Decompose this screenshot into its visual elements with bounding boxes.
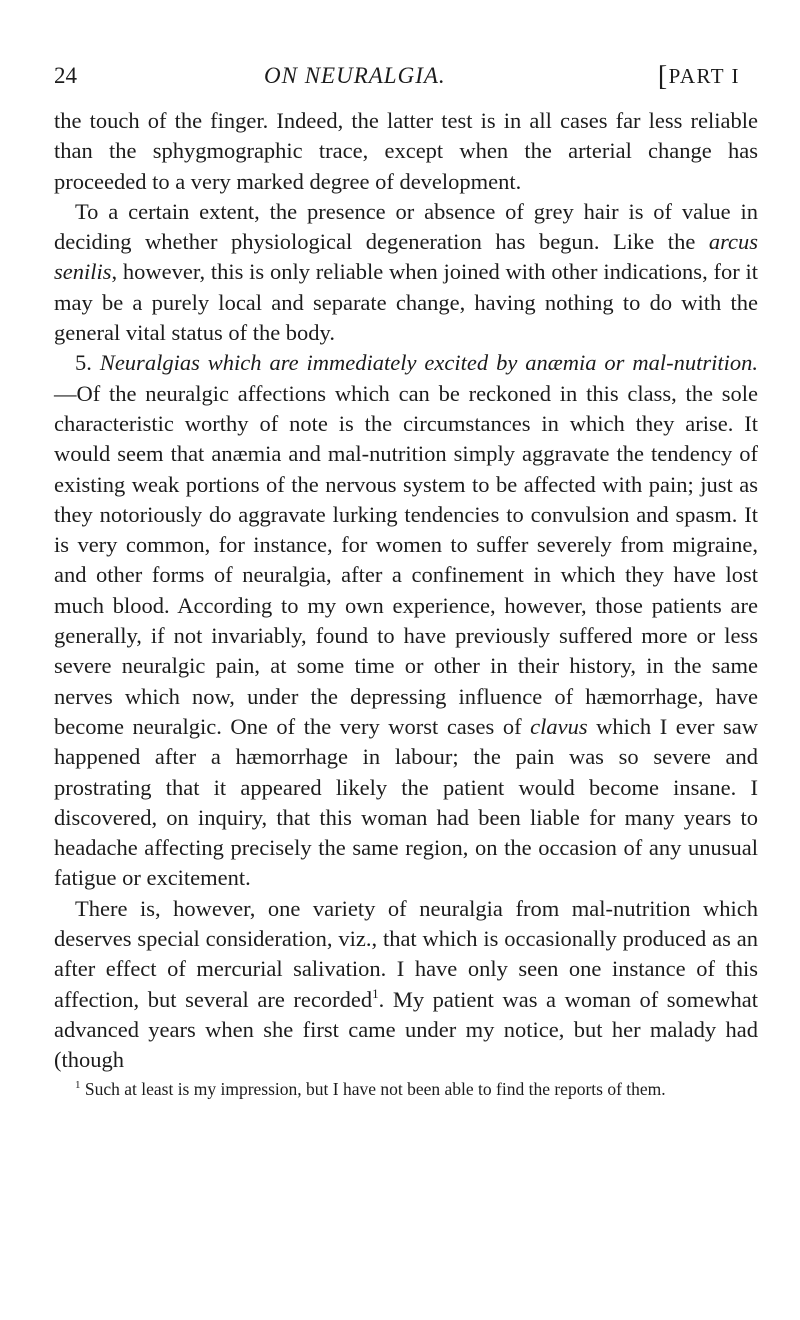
body-text [54, 106, 758, 1076]
section-number: 5. [75, 350, 100, 376]
part-text: PART I [668, 64, 740, 88]
footnote-reference: 1 [372, 985, 379, 1001]
italic-term: arcus senilis [54, 229, 758, 285]
section-5-paragraph: 5. Neuralgias which are immediately excited by anæmia or mal-nutrition.—Of the neuralgic affections which can be reckoned in this class, the sole characteristic worthy of note is the circumstances in which they arise. It would seem that anæmia and mal-nutrition simply aggravate the tendency of existing weak portions of the nervous system to be affected with pain; just as they notoriously do aggravate lurking tendencies to convulsion and spasm. It is very common, for instance, for women to suffer severely from migraine, and other forms of neuralgia, after a confinement in which they have lost much blood. According to my own experience, however, those patients are generally, if not invariably, found to have previously suffered more or less severe neuralgic pain, at some time or other in their history, in the same nerves which now, under the depressing influence of hæmorrhage, have become neuralgic. One of the very worst cases of clavus which I ever saw happened after a hæmorrhage in labour; the pain was so severe and prostrating that it appeared likely the patient would become insane. I discovered, on inquiry, that this woman had been liable for many years to headache affecting precisely the same region, on the occasion of any unusual fatigue or excitement. [54, 350, 759, 891]
page-number: 24 [54, 63, 77, 88]
italic-term: clavus [530, 713, 588, 739]
paragraph-grey-hair: To a certain extent, the presence or absence of grey hair is of value in deciding whether physiological degeneration has begun. Like the arcus senilis, however, this is only reliable when joined with other indications, for it may be a purely local and separate change, having nothing to do with the general vital status of the body. [54, 198, 758, 346]
paragraph-mercurial: There is, however, one variety of neuralgia from mal-nutrition which deserves special consideration, viz., that which is occasionally produced as an after effect of mercurial salivation. I have only seen one instance of this affection, but several are recorded$^1$. My patient was a woman of somewhat advanced years when she first came under my notice, but her malady had (though [54, 895, 758, 1073]
running-title: ON NEURALGIA. [264, 63, 446, 88]
footnote [54, 1078, 758, 1100]
book-page [54, 58, 758, 1100]
running-head [54, 58, 758, 94]
section-heading: Neuralgias which are immediately excited by anæmia or mal-nutrition. [99, 350, 758, 376]
part-label [658, 58, 740, 95]
part-bracket: [ [657, 61, 669, 92]
footnote-marker: 1 [75, 1078, 81, 1091]
paragraph-continued: the touch of the finger. Indeed, the latter test is in all cases far less reliable than the sphygmographic trace, except when the arterial change has proceeded to a very marked degree of development. [54, 108, 758, 194]
footnote-text: Such at least is my impression, but I have not been able to find the reports of them. [80, 1078, 666, 1099]
